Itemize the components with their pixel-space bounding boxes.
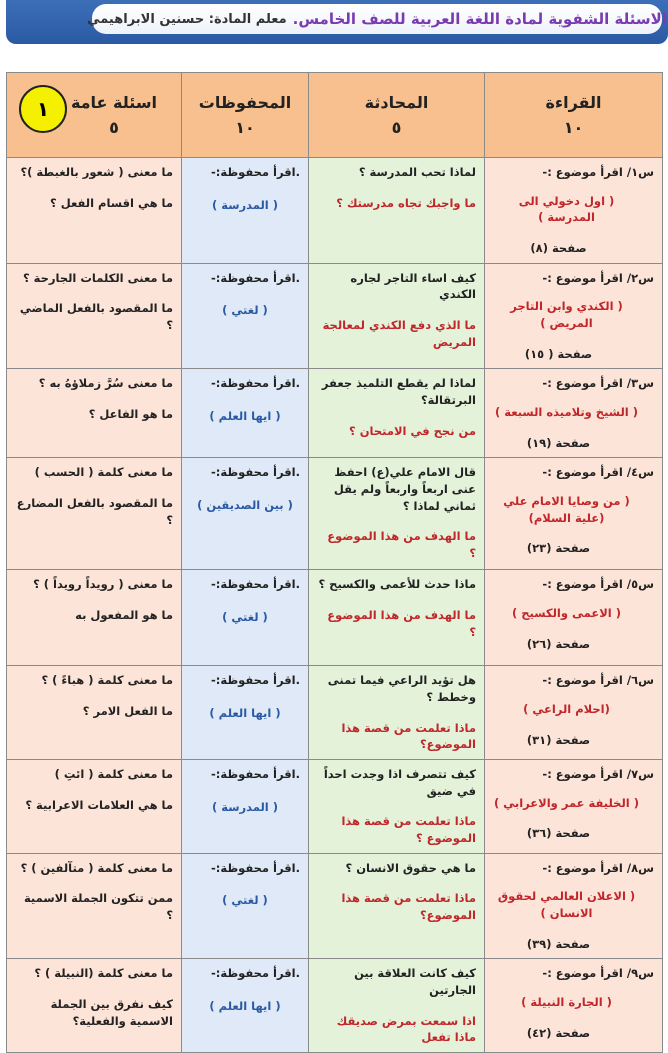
conversation-cell xyxy=(309,760,485,854)
general-question-1: ما معنى كلمة ( هباءً ) ؟ xyxy=(41,673,173,688)
memorized-prompt: .اقرأ محفوظة:- xyxy=(210,270,300,285)
reading-cell xyxy=(485,959,663,1053)
reading-cell xyxy=(485,853,663,959)
reading-page: صفحة ( ١٥) xyxy=(524,346,593,361)
general-question-1: ما معنى كلمة ( متآلفين ) ؟ xyxy=(20,860,173,875)
conversation-question-2: ماذا تعلمت من قصة هذا الموضوع ؟ xyxy=(341,814,476,846)
reading-question: س٥/ اقرأ موضوع :- xyxy=(542,577,654,592)
general-question-1: ما معنى كلمة ( ائتِ ) xyxy=(54,767,173,782)
conversation-question-1: كيف تتصرف اذا وجدت احداً في ضيق xyxy=(323,767,476,798)
table-row xyxy=(7,853,663,959)
memorized-cell xyxy=(182,158,309,264)
general-question-1: ما معنى سُرَّ زملاؤهُ به ؟ xyxy=(38,376,173,391)
general-cell xyxy=(7,158,182,264)
general-question-1: ما معنى كلمة (النبيلة ) ؟ xyxy=(34,966,173,981)
conversation-cell xyxy=(309,158,485,264)
table-row xyxy=(7,458,663,570)
conversation-cell xyxy=(309,666,485,760)
table-row xyxy=(7,263,663,369)
reading-cell xyxy=(485,369,663,458)
reading-question: س٩/ اقرأ موضوع :- xyxy=(542,966,654,981)
memorized-cell xyxy=(182,369,309,458)
reading-topic: ( الخليفة عمر والاعرابي ) xyxy=(494,795,639,810)
header-row xyxy=(7,73,663,158)
table-row xyxy=(7,959,663,1053)
header-general-score: ٥ xyxy=(109,118,119,137)
general-cell xyxy=(7,369,182,458)
general-question-1: ما معنى الكلمات الجارحة ؟ xyxy=(22,270,173,285)
general-question-2: ما هي اقسام الفعل ؟ xyxy=(50,195,173,210)
conversation-question-2: ماذا تعلمت من قصة هذا الموضوع؟ xyxy=(341,720,476,752)
reading-page: صفحة (٣٩) xyxy=(526,936,591,951)
header-conversation xyxy=(309,73,485,158)
header-memorized xyxy=(182,73,309,158)
table-row xyxy=(7,369,663,458)
reading-cell xyxy=(485,760,663,854)
header-memorized-score: ١٠ xyxy=(235,118,255,137)
header-reading-name: القراءة xyxy=(545,93,602,112)
table-row xyxy=(7,760,663,854)
memorized-cell xyxy=(182,458,309,570)
reading-question: س٢/ اقرأ موضوع :- xyxy=(542,270,654,285)
memorized-cell xyxy=(182,853,309,959)
memorized-cell xyxy=(182,760,309,854)
table-row xyxy=(7,666,663,760)
reading-cell xyxy=(485,458,663,570)
reading-cell xyxy=(485,158,663,264)
general-question-1: ما معنى ( شعور بالغبطة )؟ xyxy=(20,165,173,179)
conversation-question-2: ما الهدف من هذا الموضوع ؟ xyxy=(327,529,476,561)
reading-question: س١/ اقرأ موضوع :- xyxy=(542,165,654,179)
conversation-question-2: من نجح في الامتحان ؟ xyxy=(349,423,476,438)
memorized-prompt: .اقرأ محفوظة:- xyxy=(210,465,300,480)
general-question-2: ما هو الفاعل ؟ xyxy=(88,407,173,422)
title-banner xyxy=(6,0,668,44)
general-question-2: ما هي العلامات الاعرابية ؟ xyxy=(25,797,173,812)
reading-question: س٨/ اقرأ موضوع :- xyxy=(542,860,654,875)
page-number-badge: ١ xyxy=(19,85,67,133)
memorized-poem: ( ايها العلم ) xyxy=(209,706,281,721)
reading-page: صفحة (٨) xyxy=(530,241,587,256)
reading-topic: ( الجارة النبيلة ) xyxy=(521,995,612,1010)
reading-topic: ( الشيخ وتلاميذه السبعة ) xyxy=(494,405,639,420)
conversation-cell xyxy=(309,570,485,666)
reading-topic: ( الاعمى والكسيح ) xyxy=(511,606,621,621)
header-memorized-name: المحفوظات xyxy=(198,93,292,112)
reading-topic: ( الاعلان العالمي لحقوق الانسان ) xyxy=(497,889,636,921)
conversation-question-2: ما الهدف من هذا الموضوع ؟ xyxy=(327,608,476,639)
general-question-2: ما المقصود بالفعل الماضي ؟ xyxy=(19,301,173,333)
conversation-question-1: لماذا لم يقطع التلميذ جعفر البرتقالة؟ xyxy=(321,376,476,408)
memorized-prompt: .اقرأ محفوظة:- xyxy=(210,376,300,391)
reading-page: صفحة (٢٣) xyxy=(526,541,591,556)
memorized-prompt: .اقرأ محفوظة:- xyxy=(210,577,300,592)
reading-topic: (احلام الراعي ) xyxy=(523,702,610,717)
memorized-cell xyxy=(182,570,309,666)
questions-table xyxy=(6,72,663,1053)
conversation-question-1: كيف كانت العلاقة بين الجارتين xyxy=(354,966,476,998)
memorized-poem: ( المدرسة ) xyxy=(211,799,279,814)
general-cell xyxy=(7,570,182,666)
conversation-question-2: اذا سمعت بمرض صديقك ماذا تفعل xyxy=(336,1013,476,1045)
header-conversation-score: ٥ xyxy=(391,118,402,137)
memorized-poem: ( ايها العلم ) xyxy=(209,409,281,424)
memorized-prompt: .اقرأ محفوظة:- xyxy=(210,165,300,179)
memorized-prompt: .اقرأ محفوظة:- xyxy=(210,767,300,782)
reading-topic: ( الكندي وابن التاجر المريض ) xyxy=(510,299,623,331)
conversation-cell xyxy=(309,369,485,458)
memorized-cell xyxy=(182,263,309,369)
general-cell xyxy=(7,959,182,1053)
general-cell xyxy=(7,853,182,959)
reading-page: صفحة (٢٦) xyxy=(526,636,591,651)
memorized-prompt: .اقرأ محفوظة:- xyxy=(210,673,300,688)
title-box xyxy=(87,4,667,34)
conversation-cell xyxy=(309,458,485,570)
memorized-cell xyxy=(182,666,309,760)
page-title: الاسئلة الشفوية لمادة اللغة العربية للصف الخامس. xyxy=(292,10,667,28)
memorized-poem: ( ايها العلم ) xyxy=(209,999,281,1014)
conversation-question-1: ماذا حدث للأعمى والكسيح ؟ xyxy=(318,577,476,592)
table-row xyxy=(7,158,663,264)
general-question-2: ممن تتكون الجملة الاسمية ؟ xyxy=(23,891,173,923)
reading-topic: ( من وصايا الامام علي (علية السلام) xyxy=(503,494,630,525)
conversation-cell xyxy=(309,853,485,959)
conversation-cell xyxy=(309,263,485,369)
general-cell xyxy=(7,666,182,760)
reading-question: س٦/ اقرأ موضوع :- xyxy=(542,673,654,688)
conversation-question-1: كيف اساء التاجر لجاره الكندي xyxy=(350,270,476,302)
reading-cell xyxy=(485,263,663,369)
conversation-cell xyxy=(309,959,485,1053)
memorized-poem: ( لغتي ) xyxy=(222,893,268,908)
header-reading-score: ١٠ xyxy=(563,118,584,137)
general-question-2: كيف نفرق بين الجملة الاسمية والفعلية؟ xyxy=(50,997,173,1028)
memorized-poem: ( لغتي ) xyxy=(222,610,268,625)
general-cell xyxy=(7,458,182,570)
memorized-prompt: .اقرأ محفوظة:- xyxy=(210,860,300,875)
header-general xyxy=(7,73,182,158)
conversation-question-2: ماذا تعلمت من قصة هذا الموضوع؟ xyxy=(341,891,476,923)
conversation-question-1: هل تؤيد الراعي فيما تمنى وخطط ؟ xyxy=(327,673,476,705)
general-question-2: ما الفعل الامر ؟ xyxy=(82,704,173,719)
general-cell xyxy=(7,760,182,854)
memorized-cell xyxy=(182,959,309,1053)
memorized-poem: ( بين الصديقين ) xyxy=(197,498,293,513)
reading-question: س٧/ اقرأ موضوع :- xyxy=(542,767,654,782)
reading-question: س٤/ اقرأ موضوع :- xyxy=(542,465,654,480)
header-general-name: اسئلة عامة xyxy=(70,93,158,112)
memorized-prompt: .اقرأ محفوظة:- xyxy=(210,966,300,981)
reading-page: صفحة (٣٦) xyxy=(526,826,591,841)
general-question-1: ما معنى كلمة ( الحسب ) xyxy=(34,465,173,480)
teacher-name: معلم المادة: حسنين الابراهيمي xyxy=(87,11,287,27)
reading-question: س٣/ اقرأ موضوع :- xyxy=(542,376,654,391)
reading-cell xyxy=(485,570,663,666)
conversation-question-2: ما واجبك تجاه مدرستك ؟ xyxy=(336,195,476,210)
general-cell xyxy=(7,263,182,369)
general-question-2: ما المقصود بالفعل المضارع ؟ xyxy=(16,496,173,527)
reading-page: صفحة (٣١) xyxy=(526,732,591,747)
reading-page: صفحة (١٩) xyxy=(526,435,591,450)
general-question-1: ما معنى ( رويداً رويداً ) ؟ xyxy=(33,577,173,592)
general-question-2: ما هو المفعول به xyxy=(75,608,173,623)
header-reading xyxy=(485,73,663,158)
table-row xyxy=(7,570,663,666)
memorized-poem: ( المدرسة ) xyxy=(211,197,279,212)
memorized-poem: ( لغتي ) xyxy=(222,303,268,318)
reading-topic: ( اول دخولي الى المدرسة ) xyxy=(518,193,615,225)
reading-cell xyxy=(485,666,663,760)
conversation-question-2: ما الذي دفع الكندي لمعالجة المريض xyxy=(322,318,476,349)
conversation-question-1: ما هي حقوق الانسان ؟ xyxy=(345,860,476,875)
conversation-question-1: قال الامام علي(ع) احفظ عنى اربعاً واربعاً ولم يقل ثماني لماذا ؟ xyxy=(333,465,476,513)
conversation-question-1: لماذا تحب المدرسة ؟ xyxy=(358,165,476,179)
header-conversation-name: المحادثة xyxy=(364,93,429,112)
reading-page: صفحة (٤٢) xyxy=(526,1025,591,1040)
